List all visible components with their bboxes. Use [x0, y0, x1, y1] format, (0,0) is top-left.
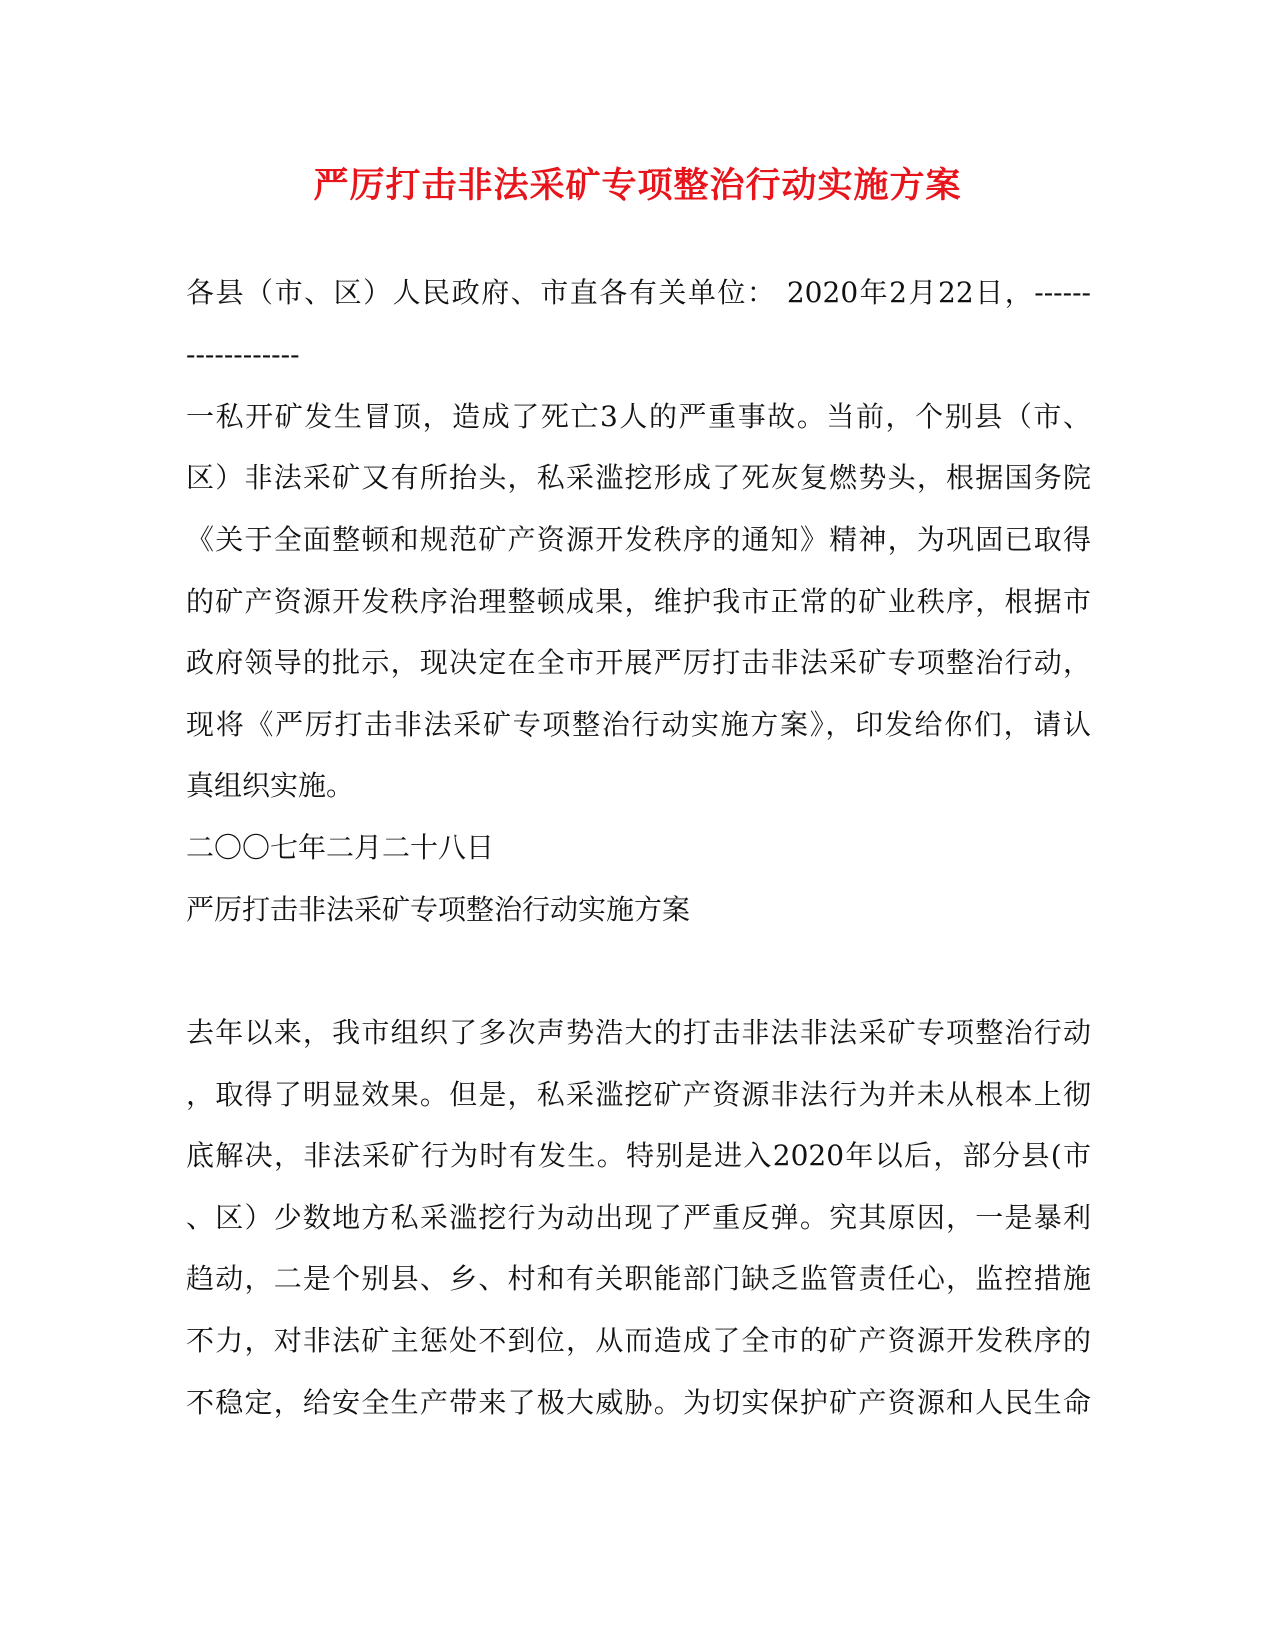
subtitle-line: 严厉打击非法采矿专项整治行动实施方案	[186, 893, 691, 926]
body-line: 《关于全面整顿和规范矿产资源开发秩序的通知》精神，为巩固已取得	[186, 523, 1091, 556]
document-title: 严厉打击非法采矿专项整治行动实施方案	[313, 165, 962, 206]
body-line: 底解决，非法采矿行为时有发生。特别是进入2020年以后，部分县(市	[186, 1139, 1091, 1172]
salutation-line: 各县（市、区）人民政府、市直各有关单位： 2020年2月22日，------	[186, 276, 1091, 309]
body-line: 的矿产资源开发秩序治理整顿成果，维护我市正常的矿业秩序，根据市	[186, 585, 1091, 618]
body-line: 不稳定，给安全生产带来了极大威胁。为切实保护矿产资源和人民生命	[186, 1386, 1091, 1419]
date-line: 二〇〇七年二月二十八日	[186, 831, 495, 864]
dash-line: ------------	[186, 338, 300, 371]
body-line: 不力，对非法矿主惩处不到位，从而造成了全市的矿产资源开发秩序的	[186, 1324, 1091, 1357]
body-line: 去年以来，我市组织了多次声势浩大的打击非法非法采矿专项整治行动	[186, 1016, 1091, 1049]
body-line: 、区）少数地方私采滥挖行为动出现了严重反弹。究其原因，一是暴利	[186, 1201, 1091, 1234]
body-line: 真组织实施。	[186, 769, 355, 802]
body-line: 一私开矿发生冒顶，造成了死亡3人的严重事故。当前，个别县（市、	[186, 400, 1091, 433]
body-line: 现将《严厉打击非法采矿专项整治行动实施方案》，印发给你们，请认	[186, 708, 1091, 741]
body-line: ，取得了明显效果。但是，私采滥挖矿产资源非法行为并未从根本上彻	[186, 1078, 1091, 1111]
body-line: 政府领导的批示，现决定在全市开展严厉打击非法采矿专项整治行动，	[186, 646, 1091, 679]
body-line: 趋动，二是个别县、乡、村和有关职能部门缺乏监管责任心，监控措施	[186, 1262, 1091, 1295]
body-line: 区）非法采矿又有所抬头，私采滥挖形成了死灰复燃势头，根据国务院	[186, 461, 1091, 494]
